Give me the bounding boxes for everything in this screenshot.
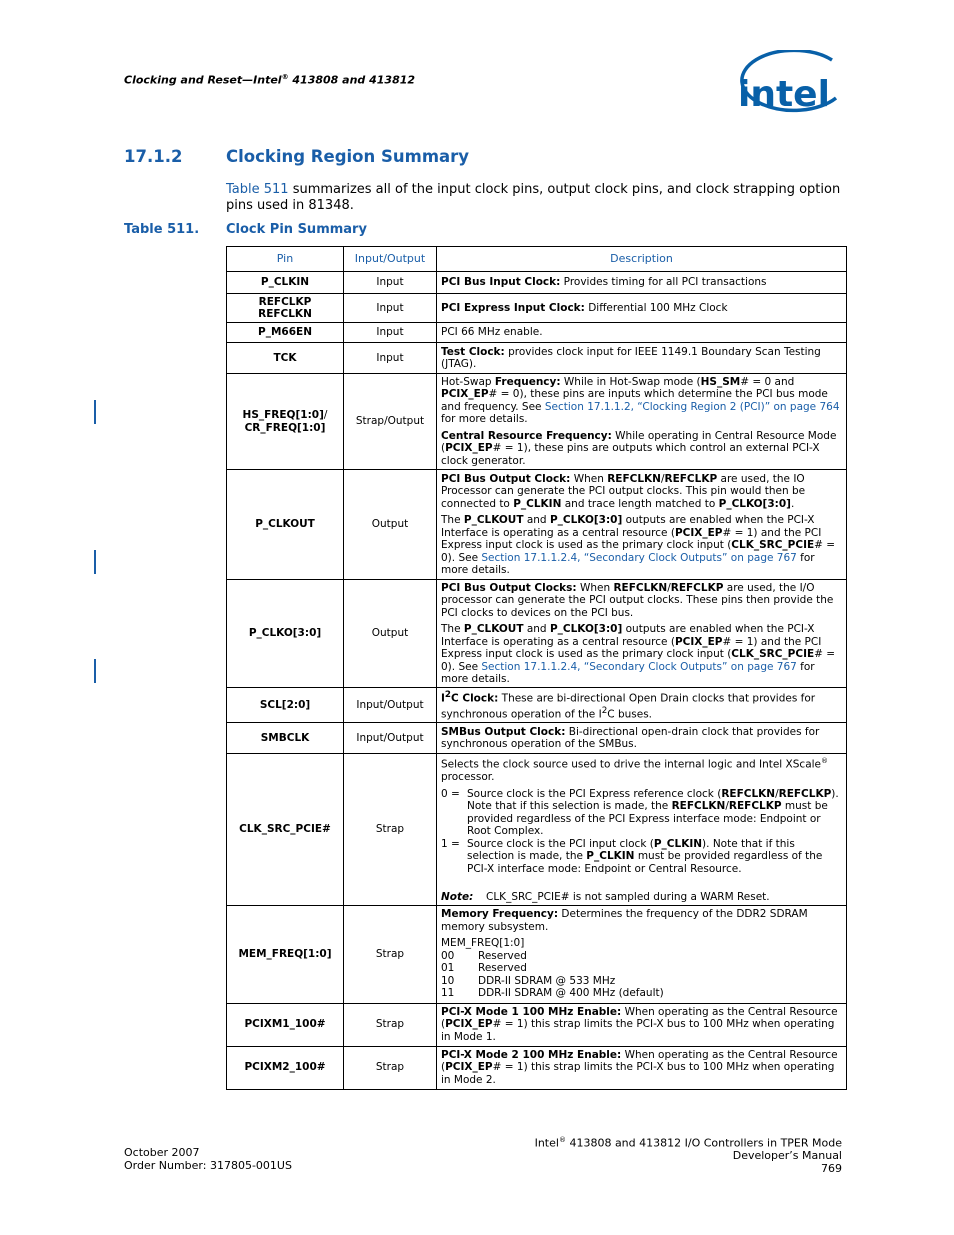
table-row	[227, 343, 847, 374]
table-row	[227, 1046, 847, 1089]
pin-cell: REFCLKP REFCLKN	[227, 294, 344, 323]
pin-cell: P_CLKOUT	[227, 470, 344, 580]
section-link[interactable]: Section 17.1.1.2, “Clocking Region 2 (PCI)” on page 764	[544, 400, 840, 413]
svg-text:intel: intel	[738, 74, 830, 115]
description-paragraph: PCI Bus Output Clocks: When REFCLKN/REFCLKP are used, the I/O processor can generate the PCI output clocks. These pins then provide the PCI clocks to devices on the PCI bus.	[441, 581, 834, 619]
pin-cell: SCL[2:0]	[227, 688, 344, 723]
table-row	[227, 723, 847, 754]
pin-cell: P_CLKIN	[227, 272, 344, 294]
list-item: 11 DDR-II SDRAM @ 400 MHz (default)	[441, 987, 664, 1000]
table-row	[227, 374, 847, 470]
description-cell: Test Clock: provides clock input for IEEE 1149.1 Boundary Scan Testing (JTAG).	[437, 343, 847, 374]
description-paragraph: Selects the clock source used to drive the internal logic and Intel XScale® processor.	[441, 757, 829, 783]
io-cell: Input	[344, 343, 437, 374]
section-link[interactable]: Section 17.1.1.2.4, “Secondary Clock Outputs” on page 767	[481, 660, 797, 673]
description-cell	[437, 905, 847, 1003]
io-cell: Strap	[344, 905, 437, 1003]
table-row	[227, 272, 847, 294]
list-item: 00 Reserved	[441, 949, 527, 962]
option-item: 0 = Source clock is the PCI Express reference clock (REFCLKN/REFCLKP). Note that if this selection is made, the REFCLKN/REFCLKP must be provided regardless of the PCI Express interface mode: Endpoint or Root Complex.	[441, 787, 839, 837]
io-cell: Strap	[344, 1003, 437, 1046]
intro-paragraph: Table 511 summarizes all of the input clock pins, output clock pins, and clock strapping option pins used in 81348.	[226, 182, 841, 213]
description-paragraph: Central Resource Frequency: While operating in Central Resource Mode (PCIX_EP# = 1), these pins are outputs which control an external PCI-X clock generator.	[441, 429, 837, 467]
description-paragraph: Hot-Swap Frequency: While in Hot-Swap mode (HS_SM# = 0 and PCIX_EP# = 0), these pins are inputs which determine the PCI bus mode and frequency. See Section 17.1.1.2, “Clocking Region 2 (PCI)” on page 764 for more details.	[441, 375, 840, 426]
io-cell: Input/Output	[344, 723, 437, 754]
description-cell	[437, 580, 847, 688]
table-row	[227, 905, 847, 1003]
pin-cell: TCK	[227, 343, 344, 374]
encoding-list	[441, 950, 842, 1000]
pin-cell: MEM_FREQ[1:0]	[227, 905, 344, 1003]
description-cell: PCI 66 MHz enable.	[437, 323, 847, 343]
io-cell: Input/Output	[344, 688, 437, 723]
col-header-description: Description	[437, 247, 847, 272]
pin-cell: PCIXM2_100#	[227, 1046, 344, 1089]
footer-left	[124, 1147, 292, 1172]
table-row	[227, 1003, 847, 1046]
description-cell: PCI Bus Input Clock: Provides timing for all PCI transactions	[437, 272, 847, 294]
running-header: Clocking and Reset—Intel® 413808 and 413812	[124, 73, 416, 87]
table-row	[227, 688, 847, 723]
description-cell: PCI-X Mode 2 100 MHz Enable: When operating as the Central Resource (PCIX_EP# = 1) this strap limits the PCI-X bus to 100 MHz when operating in Mode 2.	[437, 1046, 847, 1089]
description-cell: PCI-X Mode 1 100 MHz Enable: When operating as the Central Resource (PCIX_EP# = 1) this strap limits the PCI-X bus to 100 MHz when operating in Mode 1.	[437, 1003, 847, 1046]
change-bar	[94, 550, 96, 574]
description-paragraph: The P_CLKOUT and P_CLKO[3:0] outputs are enabled when the PCI-X Interface is operating as a central resource (PCIX_EP# = 1) and the PCI Express input clock is used as the primary clock input (CLK_SRC_PCIE# = 0). See Section 17.1.1.2.4, “Secondary Clock Outputs” on page 767 for more details.	[441, 623, 836, 685]
description-paragraph: PCI Bus Output Clock: When REFCLKN/REFCLKP are used, the IO Processor can generate the PCI output clocks. This pin would then be connected to P_CLKIN and trace length matched to P_CLKO[3:0].	[441, 472, 806, 510]
pin-cell: SMBCLK	[227, 723, 344, 754]
io-cell: Strap/Output	[344, 374, 437, 470]
field-name: MEM_FREQ[1:0]	[441, 937, 525, 950]
description-paragraph: The P_CLKOUT and P_CLKO[3:0] outputs are enabled when the PCI-X Interface is operating as a central resource (PCIX_EP# = 1) and the PCI Express input clock is used as the primary clock input (CLK_SRC_PCIE# = 0). See Section 17.1.1.2.4, “Secondary Clock Outputs” on page 767 for more details.	[441, 514, 836, 576]
section-link[interactable]: Section 17.1.1.2.4, “Secondary Clock Outputs” on page 767	[481, 551, 797, 564]
description-cell	[437, 470, 847, 580]
pin-cell: CLK_SRC_PCIE#	[227, 754, 344, 906]
description-cell: SMBus Output Clock: Bi-directional open-drain clock that provides for synchronous operation of the SMBus.	[437, 723, 847, 754]
description-cell: PCI Express Input Clock: Differential 100 MHz Clock	[437, 294, 847, 323]
io-cell: Strap	[344, 754, 437, 906]
io-cell: Output	[344, 470, 437, 580]
description-cell: $I^2C$ Clock: These are bi-directional Open Drain clocks that provides for synchronous operation of the $I^2C$ buses.	[437, 688, 847, 723]
table-row	[227, 323, 847, 343]
table-row	[227, 470, 847, 580]
io-cell: Output	[344, 580, 437, 688]
change-bar	[94, 400, 96, 424]
change-bar	[94, 659, 96, 683]
pin-cell: HS_FREQ[1:0]/ CR_FREQ[1:0]	[227, 374, 344, 470]
table-caption: Table 511. Clock Pin Summary	[124, 222, 367, 237]
intel-logo	[724, 50, 842, 128]
table-header-row	[227, 247, 847, 272]
description-cell	[437, 754, 847, 906]
pin-cell: PCIXM1_100#	[227, 1003, 344, 1046]
io-cell: Input	[344, 323, 437, 343]
pin-cell: P_CLKO[3:0]	[227, 580, 344, 688]
section-heading: 17.1.2 Clocking Region Summary	[124, 147, 470, 166]
footer-manual: Developer’s Manual	[732, 1149, 842, 1163]
io-cell: Input	[344, 294, 437, 323]
clock-pin-table	[226, 246, 847, 1090]
page-number: 769	[821, 1161, 842, 1175]
table-link[interactable]: Table 511	[226, 182, 289, 197]
table-row	[227, 294, 847, 323]
footer-right	[440, 1134, 842, 1175]
pin-cell: P_M66EN	[227, 323, 344, 343]
option-item: 1 = Source clock is the PCI input clock (P_CLKIN). Note that if this selection is made, the P_CLKIN must be provided regardless of the PCI-X interface mode: Endpoint or Central Resource.	[441, 837, 823, 875]
footer-doc-title: Intel® 413808 and 413812 I/O Controllers in TPER Mode	[534, 1136, 842, 1150]
col-header-io: Input/Output	[344, 247, 437, 272]
table-row	[227, 754, 847, 906]
list-item: 01 Reserved	[441, 962, 527, 975]
list-item: 10 DDR-II SDRAM @ 533 MHz	[441, 974, 616, 987]
note: Note: CLK_SRC_PCIE# is not sampled during a WARM Reset.	[441, 891, 770, 903]
table-row	[227, 580, 847, 688]
footer-date: October 2007	[124, 1146, 200, 1159]
description-paragraph: Memory Frequency: Determines the frequency of the DDR2 SDRAM memory subsystem.	[441, 908, 808, 933]
col-header-pin: Pin	[227, 247, 344, 272]
footer-order-number: Order Number: 317805-001US	[124, 1158, 292, 1172]
description-cell	[437, 374, 847, 470]
io-cell: Strap	[344, 1046, 437, 1089]
io-cell: Input	[344, 272, 437, 294]
